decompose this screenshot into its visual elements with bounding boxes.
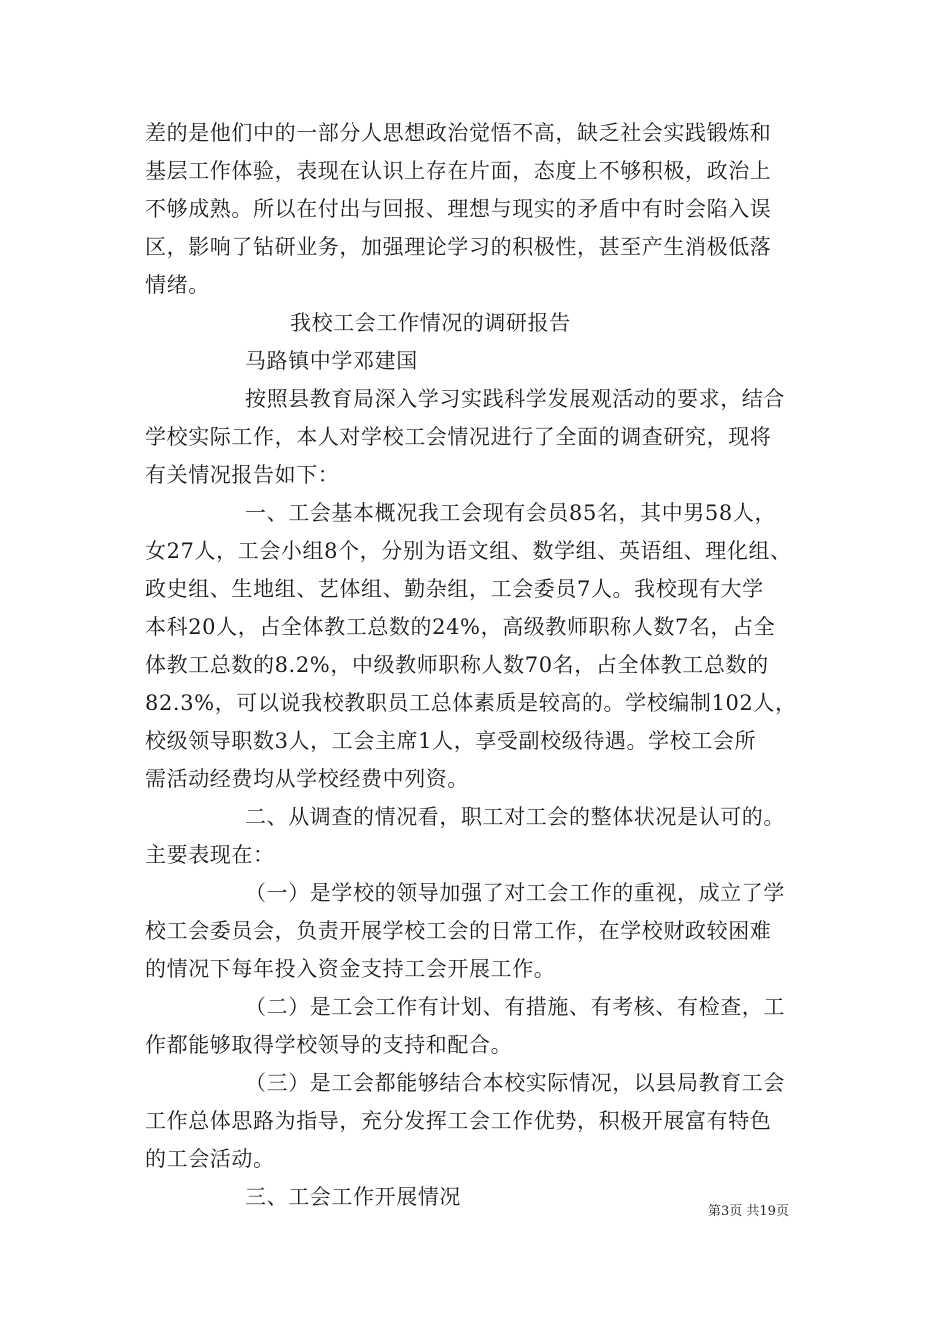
page-number-footer: 第3页 共19页 [708, 1204, 789, 1219]
subsection-2: （二）是工会工作有计划、有措施、有考核、有检查，工 [245, 995, 785, 1019]
paragraph-line: 的情况下每年投入资金支持工会开展工作。 [145, 957, 556, 981]
paragraph-line: 本科20人，占全体教工总数的24%，高级教师职称人数7名，占全 [145, 615, 776, 639]
paragraph-line: 校级领导职数3人，工会主席1人，享受副校级待遇。学校工会所 [145, 729, 757, 753]
paragraph-line: 按照县教育局深入学习实践科学发展观活动的要求，结合 [245, 387, 785, 411]
paragraph-line: 作都能够取得学校领导的支持和配合。 [145, 1033, 513, 1057]
paragraph-line: 情绪。 [145, 273, 210, 297]
paragraph-line: 有关情况报告如下： [145, 463, 340, 487]
subsection-1: （一）是学校的领导加强了对工会工作的重视，成立了学 [245, 881, 785, 905]
paragraph-line: 女27人，工会小组8个，分别为语文组、数学组、英语组、理化组、 [145, 539, 792, 563]
paragraph-line: 体教工总数的8.2%，中级教师职称人数70名，占全体教工总数的 [145, 653, 769, 677]
section-heading-3: 三、工会工作开展情况 [245, 1185, 461, 1209]
paragraph-line: 校工会委员会，负责开展学校工会的日常工作，在学校财政较困难 [145, 919, 772, 943]
paragraph-line: 基层工作体验，表现在认识上存在片面，态度上不够积极，政治上 [145, 159, 772, 183]
paragraph-line: 差的是他们中的一部分人思想政治觉悟不高，缺乏社会实践锻炼和 [145, 121, 772, 145]
paragraph-line: 82.3%，可以说我校教职员工总体素质是较高的。学校编制102人， [145, 691, 797, 715]
paragraph-line: 主要表现在： [145, 843, 275, 867]
paragraph-line: 学校实际工作，本人对学校工会情况进行了全面的调查研究，现将 [145, 425, 772, 449]
report-title: 我校工会工作情况的调研报告 [290, 311, 571, 335]
section-heading-1: 一、工会基本概况我工会现有会员85名，其中男58人， [245, 501, 777, 525]
section-heading-2: 二、从调查的情况看，职工对工会的整体状况是认可的。 [245, 805, 785, 829]
paragraph-line: 不够成熟。所以在付出与回报、理想与现实的矛盾中有时会陷入误 [145, 197, 772, 221]
paragraph-line: 区，影响了钻研业务，加强理论学习的积极性，甚至产生消极低落 [145, 235, 772, 259]
paragraph-line: 需活动经费均从学校经费中列资。 [145, 767, 469, 791]
paragraph-line: 政史组、生地组、艺体组、勤杂组，工会委员7人。我校现有大学 [145, 577, 764, 601]
paragraph-line: 工作总体思路为指导，充分发挥工会工作优势，积极开展富有特色 [145, 1109, 772, 1133]
author-line: 马路镇中学邓建国 [245, 349, 418, 373]
paragraph-line: 的工会活动。 [145, 1147, 275, 1171]
subsection-3: （三）是工会都能够结合本校实际情况，以县局教育工会 [245, 1071, 785, 1095]
